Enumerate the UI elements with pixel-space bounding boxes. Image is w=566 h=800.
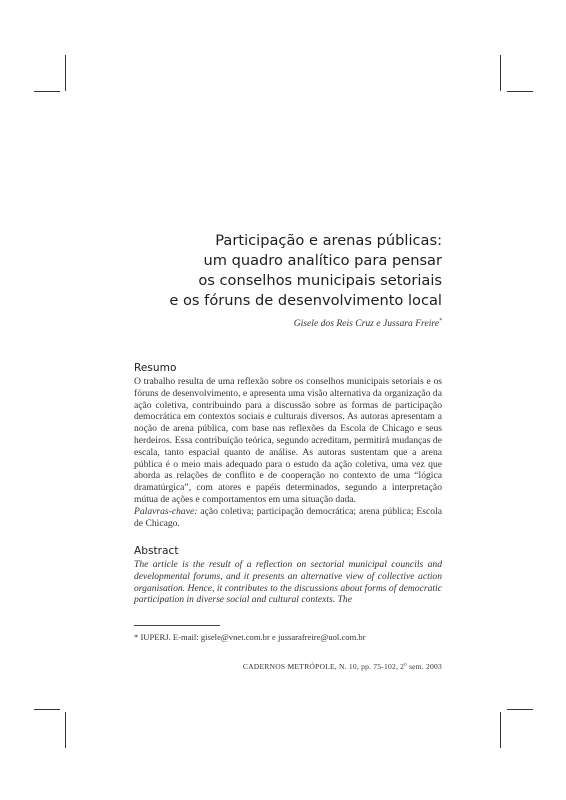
crop-mark xyxy=(34,91,60,92)
crop-mark xyxy=(500,55,501,91)
crop-mark xyxy=(65,55,66,91)
crop-mark xyxy=(34,709,60,710)
footer-tail: sem. 2003 xyxy=(406,662,442,671)
keywords-label: Palavras-chave: xyxy=(134,505,198,517)
resumo-body xyxy=(134,376,442,529)
footer-text: CADERNOS METRÓPOLE, N. 10, pp. 75-102, 2 xyxy=(242,662,405,671)
keywords-paragraph xyxy=(134,506,442,530)
article-title xyxy=(169,231,442,311)
running-footer xyxy=(243,662,442,671)
author-line xyxy=(294,318,442,329)
resumo-heading: Resumo xyxy=(134,362,177,374)
title-line: Participação e arenas públicas: xyxy=(215,232,442,249)
crop-mark xyxy=(500,712,501,748)
crop-mark xyxy=(507,91,533,92)
footnote: * IUPERJ. E-mail: gisele@vnet.com.br e jussarafreire@uol.com.br xyxy=(134,632,366,642)
footer-ordinal: o xyxy=(404,662,407,668)
title-line: os conselhos municipais setoriais xyxy=(198,272,442,289)
resumo-paragraph: O trabalho resulta de uma reflexão sobre os conselhos municipais setoriais e os fóruns de desenvolvimento, e apresenta uma visão alternativa da organização da ação coletiva, contribuindo para a discussão sobre as formas de participação democrática em contextos sociais e culturais diversos. As autoras apresentam a noção de arena pública, com base nas reflexões da Escola de Chicago e seus herdeiros. Essa contribuição teórica, segundo acreditam, permitirá mudanças de escala, tanto espacial quanto de análise. As autoras sustentam que a arena pública é o meio mais adequado para o estudo da ação coletiva, uma vez que aborda as relações de conflito e de cooperação no contexto de uma “lógica dramatúrgica”, com atores e papéis determinados, segundo a interpretação mútua de ações e comportamentos em uma situação dada. xyxy=(134,376,442,505)
crop-mark xyxy=(507,709,533,710)
abstract-body xyxy=(134,559,442,606)
authors-text: Gisele dos Reis Cruz e Jussara Freire xyxy=(293,318,439,330)
footnote-divider xyxy=(134,625,220,626)
title-line: um quadro analítico para pensar xyxy=(203,252,442,269)
keywords-text: ação coletiva; participação democrática; arena pública; Escola de Chicago. xyxy=(134,505,442,529)
abstract-paragraph: The article is the result of a reflection on sectorial municipal councils and developmental forums, and it presents an alternative view of collective action organisation. Hence, it contributes to the discussions about forms of democratic participation in diverse social and cultural contexts. The xyxy=(134,559,442,606)
abstract-heading: Abstract xyxy=(134,545,179,557)
author-footnote-marker: * xyxy=(439,318,442,324)
title-line: e os fóruns de desenvolvimento local xyxy=(169,292,442,309)
crop-mark xyxy=(65,712,66,748)
